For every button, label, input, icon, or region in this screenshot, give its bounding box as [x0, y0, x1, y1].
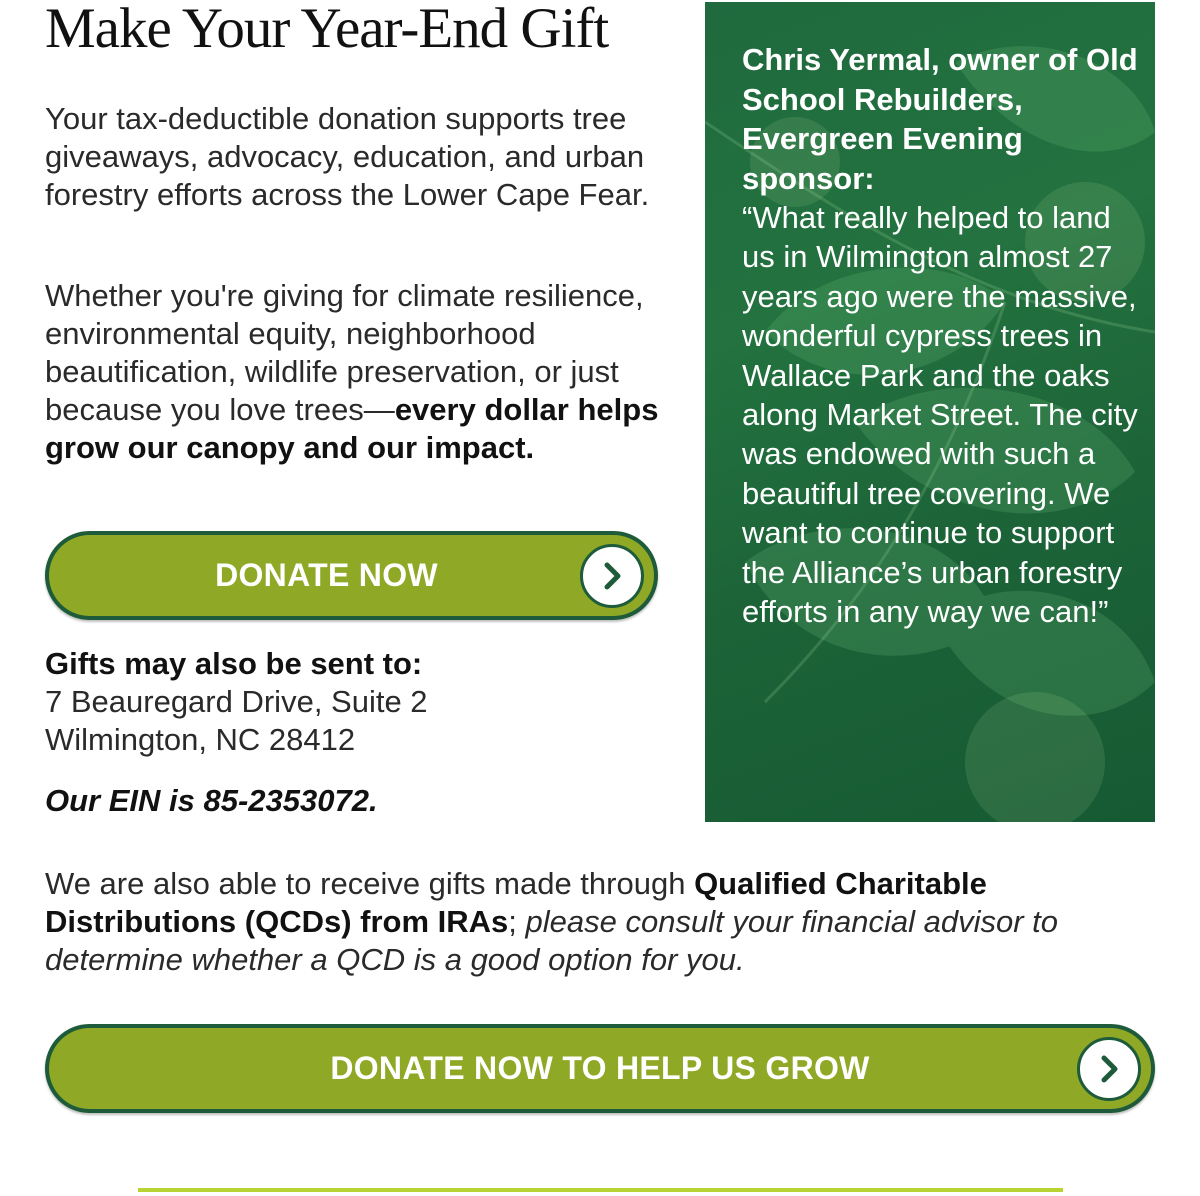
qcd-prefix: We are also able to receive gifts made through: [45, 866, 695, 901]
qcd-separator: ;: [508, 904, 526, 939]
mailing-heading: Gifts may also be sent to:: [45, 646, 423, 681]
chevron-right-icon: [580, 544, 644, 608]
page-title: Make Your Year-End Gift: [45, 0, 609, 60]
testimonial-panel: [705, 2, 1155, 822]
reasons-text: Whether you're giving for climate resilience, environmental equity, neighborhood beautification, wildlife preservation, or just because you love trees—: [45, 278, 644, 427]
reasons-bold: every dollar helps grow our canopy and our impact.: [45, 392, 659, 465]
donate-now-grow-button[interactable]: [45, 1024, 1155, 1113]
chevron-right-icon: [1077, 1037, 1141, 1101]
qcd-italic: please consult your financial advisor to determine whether a QCD is a good option for you.: [45, 904, 1058, 977]
testimonial-quote: “What really helped to land us in Wilmington almost 27 years ago were the massive, wonderful cypress trees in Wallace Park and the oaks along Market Street. The city was endowed with such a beautiful tree covering. We want to continue to support the Alliance’s urban forestry efforts in any way we can!”: [742, 200, 1138, 630]
qcd-bold: Qualified Charitable Distributions (QCDs) from IRAs: [45, 866, 987, 939]
donate-now-label: DONATE NOW: [215, 557, 438, 593]
intro-paragraph: Your tax-deductible donation supports tree giveaways, advocacy, education, and urban forestry efforts across the Lower Cape Fear.: [45, 101, 650, 212]
address-line-2: Wilmington, NC 28412: [45, 722, 356, 757]
donate-now-button[interactable]: [45, 531, 658, 620]
mailing-address: [45, 645, 428, 759]
donate-now-grow-label: DONATE NOW TO HELP US GROW: [330, 1050, 870, 1086]
footer-divider: [138, 1188, 1063, 1192]
ein-text: Our EIN is 85-2353072.: [45, 783, 378, 818]
testimonial-attribution: Chris Yermal, owner of Old School Rebuilders, Evergreen Evening sponsor:: [742, 42, 1138, 196]
qcd-paragraph: [45, 865, 1160, 979]
address-line-1: 7 Beauregard Drive, Suite 2: [45, 684, 428, 719]
reasons-paragraph: [45, 277, 670, 467]
